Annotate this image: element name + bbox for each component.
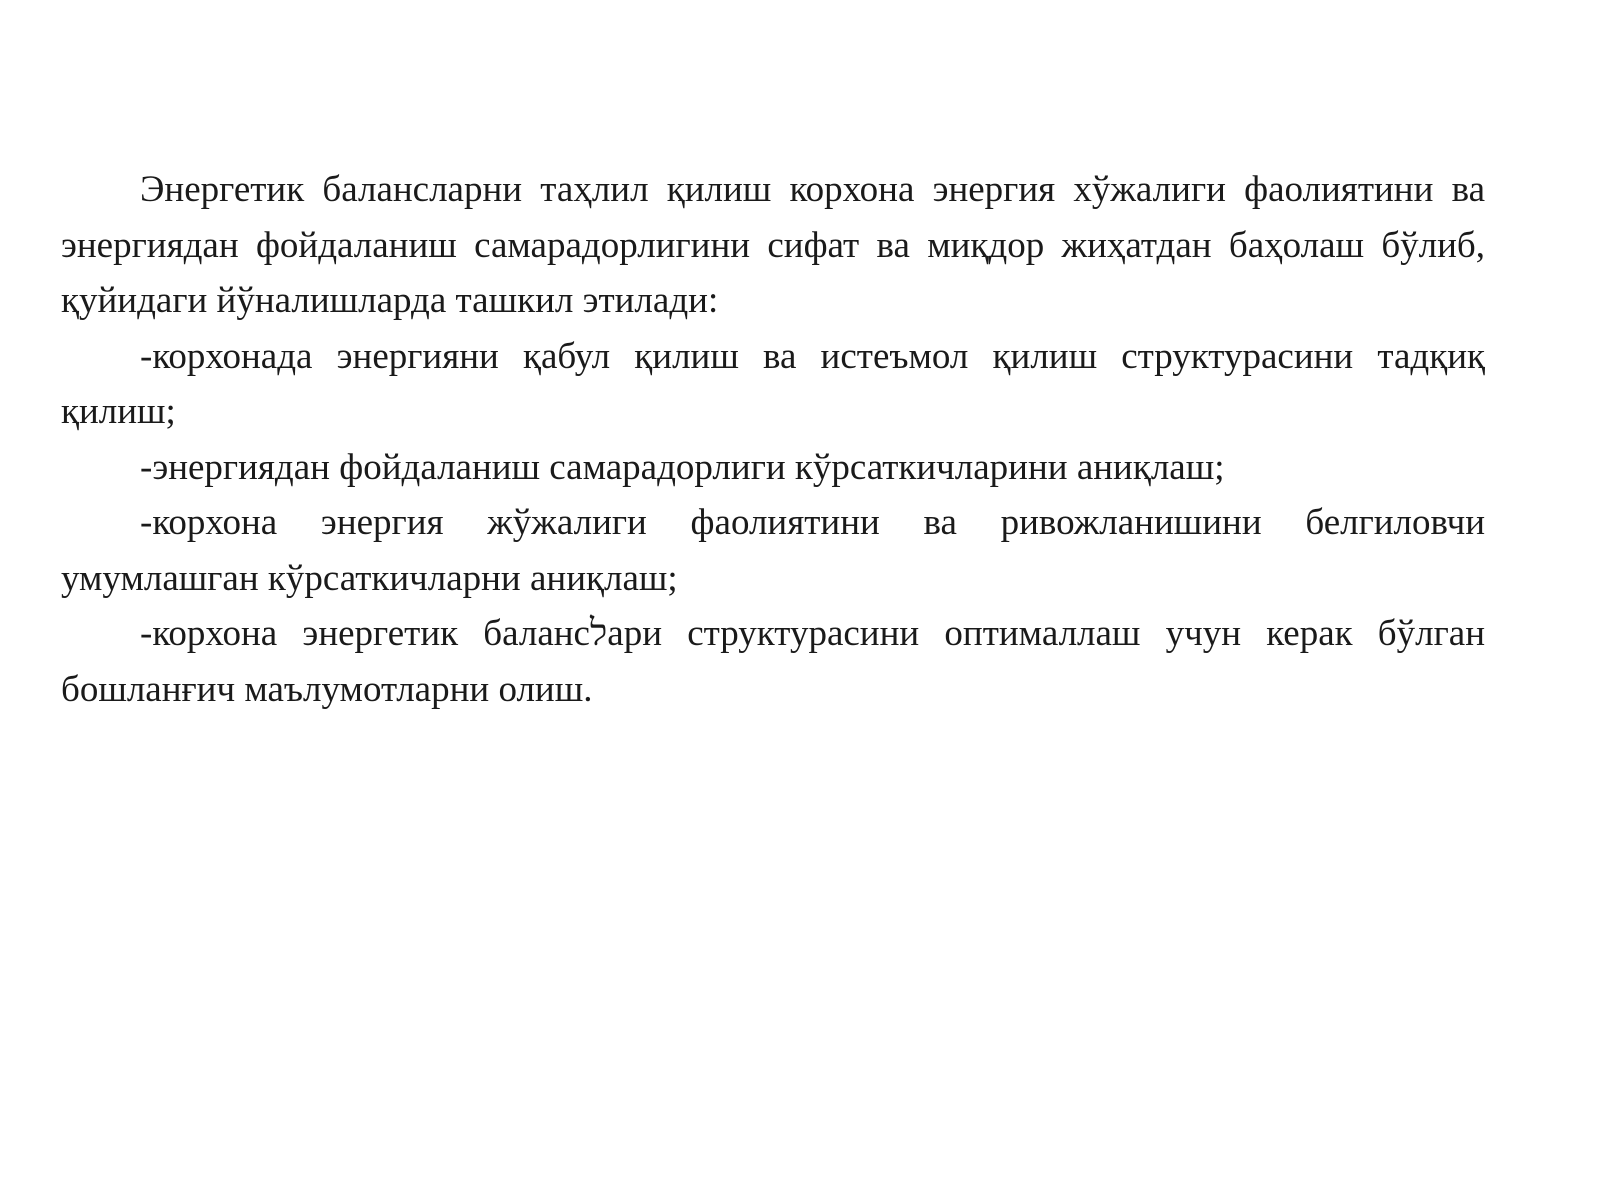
paragraph-item-1: -корхонада энергияни қабул қилиш ва истеъмол қилиш структурасини тадқиқ қилиш; [61, 335, 1485, 432]
paragraph-item-4: -корхона энергетик балансלари структурасини оптималлаш учун керак бўлган бошланғич маълумотларни олиш. [61, 613, 1485, 710]
paragraph-intro: Энергетик балансларни таҳлил қилиш корхона энергия хўжалиги фаолиятини ва энергиядан фойдаланиш самарадорлигини сифат ва миқдор жиҳатдан баҳолаш бўлиб, қуйидаги йўналишларда ташкил этилади: [61, 169, 1485, 321]
paragraph-item-3: -корхона энергия жўжалиги фаолиятини ва ривожланишини белгиловчи умумлашган кўрсаткичларни аниқлаш; [61, 502, 1485, 599]
document-body [61, 162, 1485, 717]
paragraph-item-2: -энергиядан фойдаланиш самарадорлиги кўрсаткичларини аниқлаш; [140, 446, 1225, 488]
